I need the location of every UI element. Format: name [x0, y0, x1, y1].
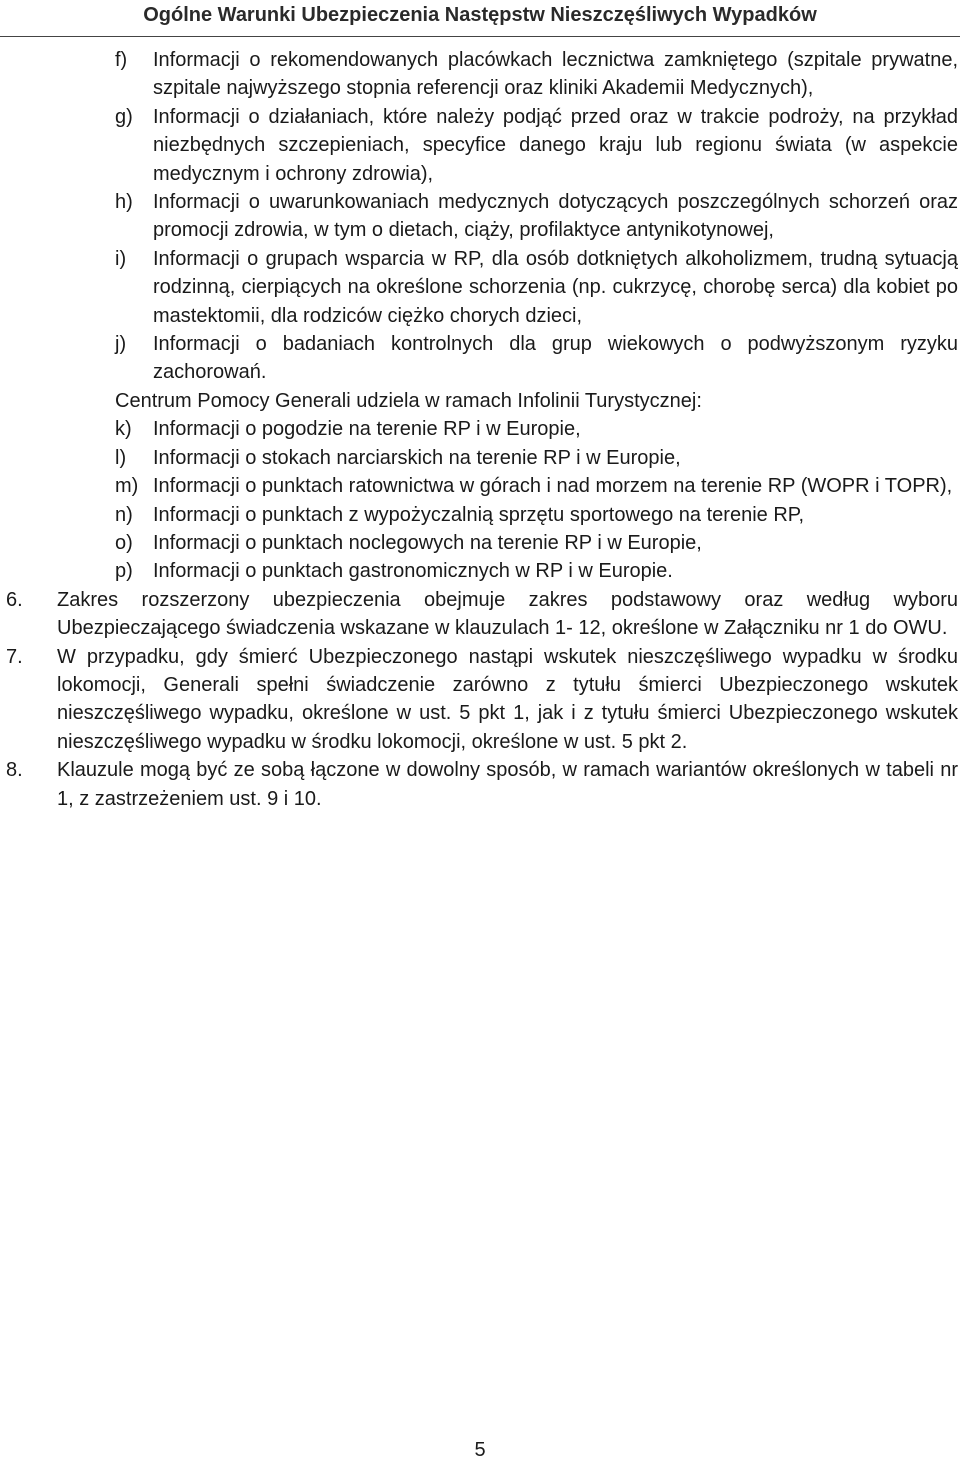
section-text: W przypadku, gdy śmierć Ubezpieczonego nastąpi wskutek nieszczęśliwego wypadku w środku lokomocji, Generali spełni świadczenie zarówno z tytułu śmierci Ubezpieczonego wskutek nieszczęśliwego wypadku, określone w ust. 5 pkt 1, jak i z tytułu śmierci Ubezpieczonego wskutek nieszczęśliwego wypadku w środku lokomocji, określone w ust. 5 pkt 2.	[57, 645, 958, 753]
page-header	[0, 0, 960, 36]
list-item-text: Informacji o uwarunkowaniach medycznych dotyczących poszczególnych schorzeń oraz promocji zdrowia, w tym o dietach, ciąży, profilaktyce antynikotynowej,	[153, 191, 958, 242]
section-7	[0, 643, 960, 757]
list-item-text: Informacji o punktach gastronomicznych w RP i w Europie.	[153, 560, 673, 583]
list-item-text: Informacji o punktach noclegowych na terenie RP i w Europie,	[153, 531, 702, 554]
section-8	[0, 756, 960, 813]
list-marker: o)	[115, 531, 133, 554]
list-item-l	[0, 444, 960, 472]
list-marker: g)	[115, 105, 133, 128]
list-item-f	[0, 46, 960, 103]
list-item-k	[0, 415, 960, 443]
list-item-m	[0, 472, 960, 500]
list-item-h	[0, 188, 960, 245]
section-text: Zakres rozszerzony ubezpieczenia obejmuje zakres podstawowy oraz według wyboru Ubezpieczającego świadczenia wskazane w klauzulach 1- 12, określone w Załączniku nr 1 do OWU.	[57, 588, 958, 640]
section-number: 6.	[6, 588, 23, 611]
list-item-text: Informacji o badaniach kontrolnych dla grup wiekowych o podwyższonym ryzyku zachorowań.	[153, 333, 958, 384]
section-6	[0, 586, 960, 643]
page-number: 5	[474, 1439, 486, 1461]
infoline-intro: Centrum Pomocy Generali udziela w ramach Infolinii Turystycznej:	[115, 389, 702, 412]
document-body	[0, 46, 960, 813]
header-divider	[0, 36, 960, 37]
section-number: 7.	[6, 645, 23, 668]
section-text: Klauzule mogą być ze sobą łączone w dowolny sposób, w ramach wariantów określonych w tabeli nr 1, z zastrzeżeniem ust. 9 i 10.	[57, 759, 958, 810]
list-marker: j)	[115, 333, 127, 356]
list-item-text: Informacji o punktach z wypożyczalnią sprzętu sportowego na terenie RP,	[153, 503, 805, 526]
list-item-text: Informacji o rekomendowanych placówkach lecznictwa zamkniętego (szpitale prywatne, szpitale najwyższego stopnia referencji oraz kliniki Akademii Medycznych),	[153, 49, 958, 100]
list-marker: f)	[115, 49, 128, 71]
document-title: Ogólne Warunki Ubezpieczenia Następstw Nieszczęśliwych Wypadków	[143, 4, 817, 26]
list-marker: n)	[115, 503, 133, 526]
list-item-p	[0, 557, 960, 585]
list-item-i	[0, 245, 960, 330]
list-item-text: Informacji o grupach wsparcia w RP, dla osób dotkniętych alkoholizmem, trudną sytuacją rodzinną, cierpiących na określone schorzenia (np. cukrzycę, chorobę serca) dla kobiet po mastektomii, dla rodziców ciężko chorych dzieci,	[153, 247, 958, 327]
list-marker: p)	[115, 560, 133, 583]
list-marker: l)	[115, 446, 127, 469]
list-marker: h)	[115, 191, 133, 214]
section-number: 8.	[6, 759, 23, 782]
list-item-text: Informacji o punktach ratownictwa w górach i nad morzem na terenie RP (WOPR i TOPR),	[153, 475, 953, 498]
list-item-text: Informacji o pogodzie na terenie RP i w Europie,	[153, 418, 581, 441]
list-item-text: Informacji o stokach narciarskich na terenie RP i w Europie,	[153, 446, 681, 469]
list-marker: m)	[115, 475, 139, 498]
list-marker: i)	[115, 247, 127, 270]
list-item-g	[0, 103, 960, 188]
list-item-text: Informacji o działaniach, które należy podjąć przed oraz w trakcie podroży, na przykład niezbędnych szczepieniach, specyfice danego kraju lub regionu świata (w aspekcie medycznym i ochrony zdrowia),	[153, 105, 958, 185]
list-item-j	[0, 330, 960, 387]
list-marker: k)	[115, 418, 132, 441]
list-item-n	[0, 501, 960, 529]
list-item-o	[0, 529, 960, 557]
